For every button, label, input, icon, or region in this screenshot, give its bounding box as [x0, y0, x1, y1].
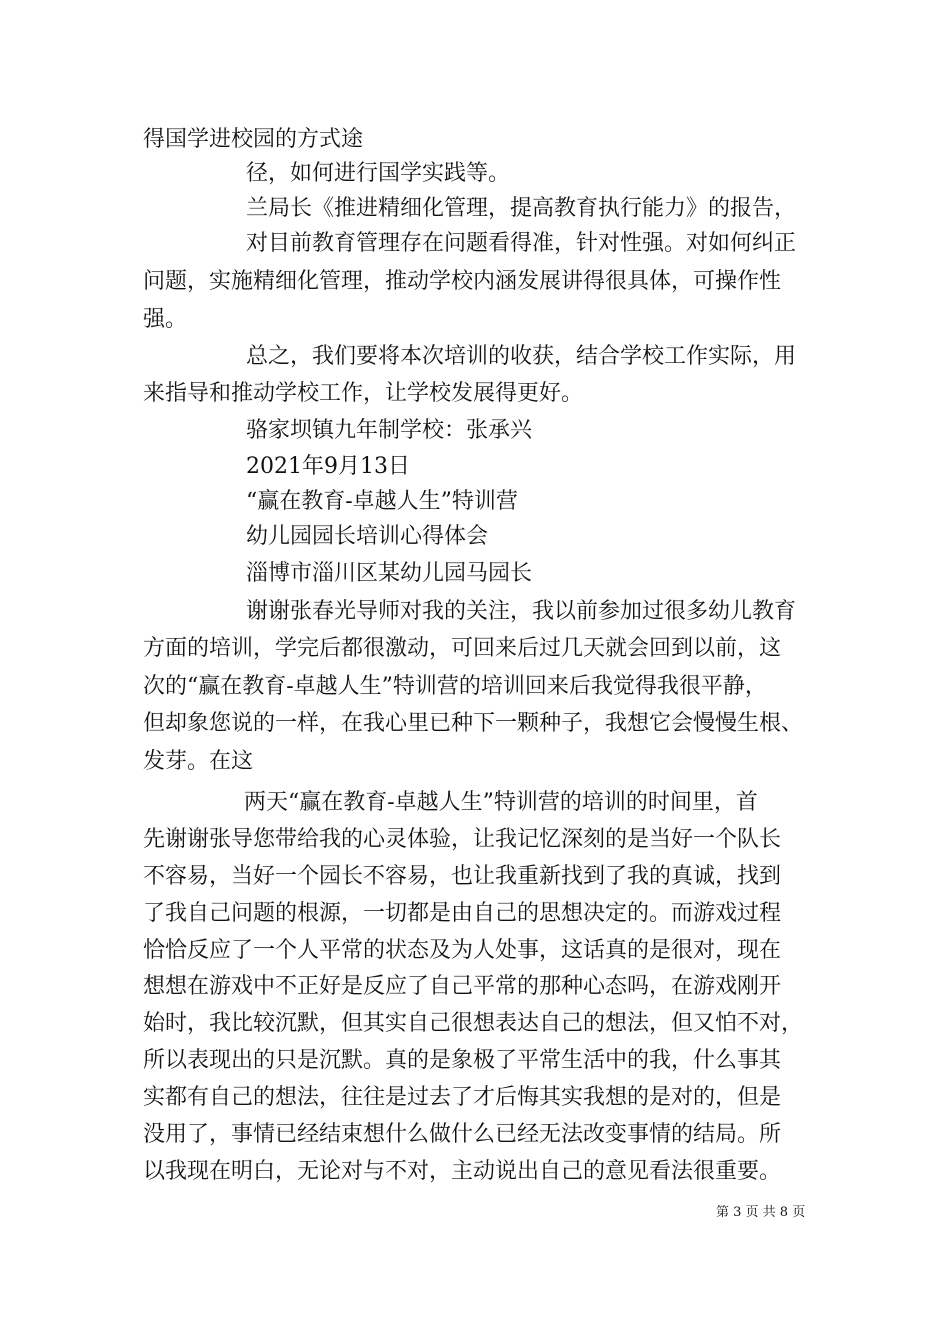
- text-line: 强。: [143, 307, 188, 332]
- text-line: 以我现在明白，无论对与不对，主动说出自己的意见看法很重要。: [143, 1159, 782, 1184]
- text-line: 发芽。在这: [143, 749, 254, 774]
- text-line: 方面的培训，学完后都很激动，可回来后过几天就会回到以前，这: [143, 636, 782, 661]
- text-line: 始时，我比较沉默，但其实自己很想表达自己的想法，但又怕不对，: [143, 1011, 804, 1036]
- text-line: 径，如何进行国学实践等。: [246, 161, 511, 186]
- text-line: 总之，我们要将本次培训的收获，结合学校工作实际，用: [246, 344, 797, 369]
- text-line: 对目前教育管理存在问题看得准，针对性强。对如何纠正: [246, 231, 797, 256]
- signature-school: 骆家坝镇九年制学校：张承兴: [246, 418, 533, 443]
- text-line: 不容易，当好一个园长不容易，也让我重新找到了我的真诚，找到: [143, 864, 782, 889]
- text-line: 问题，实施精细化管理，推动学校内涵发展讲得很具体，可操作性: [143, 269, 782, 294]
- text-line: 先谢谢张导您带给我的心灵体验，让我记忆深刻的是当好一个队长: [143, 827, 782, 852]
- text-line: 了我自己问题的根源，一切都是由自己的思想决定的。而游戏过程: [143, 901, 782, 926]
- section-title: “赢在教育-卓越人生”特训营: [246, 489, 518, 514]
- text-line: 实都有自己的想法，往往是过去了才后悔其实我想的是对的，但是: [143, 1085, 782, 1110]
- text-line: 没用了，事情已经结束想什么做什么已经无法改变事情的结局。所: [143, 1122, 782, 1147]
- text-line: 次的“赢在教育-卓越人生”特训营的培训回来后我觉得我很平静，: [143, 674, 767, 699]
- text-line: 来指导和推动学校工作，让学校发展得更好。: [143, 381, 584, 406]
- text-line: 但却象您说的一样，在我心里已种下一颗种子，我想它会慢慢生根、: [143, 711, 804, 736]
- text-line: 谢谢张春光导师对我的关注，我以前参加过很多幼儿教育: [246, 599, 797, 624]
- text-line: 所以表现出的只是沉默。真的是象极了平常生活中的我，什么事其: [143, 1048, 782, 1073]
- text-line: 两天“赢在教育-卓越人生”特训营的培训的时间里，首: [244, 790, 758, 815]
- text-line: 恰恰反应了一个人平常的状态及为人处事，这话真的是很对，现在: [143, 938, 782, 963]
- signature-date: 2021年9月13日: [246, 454, 410, 479]
- text-line: 得国学进校园的方式途: [143, 127, 364, 152]
- author-line: 淄博市淄川区某幼儿园马园长: [246, 561, 533, 586]
- page-number: 第 3 页 共 8 页: [716, 1205, 806, 1220]
- text-line: 想想在游戏中不正好是反应了自己平常的那种心态吗，在游戏刚开: [143, 974, 782, 999]
- text-line: 兰局长《推进精细化管理，提高教育执行能力》的报告，: [246, 196, 797, 221]
- section-subtitle: 幼儿园园长培训心得体会: [246, 524, 489, 549]
